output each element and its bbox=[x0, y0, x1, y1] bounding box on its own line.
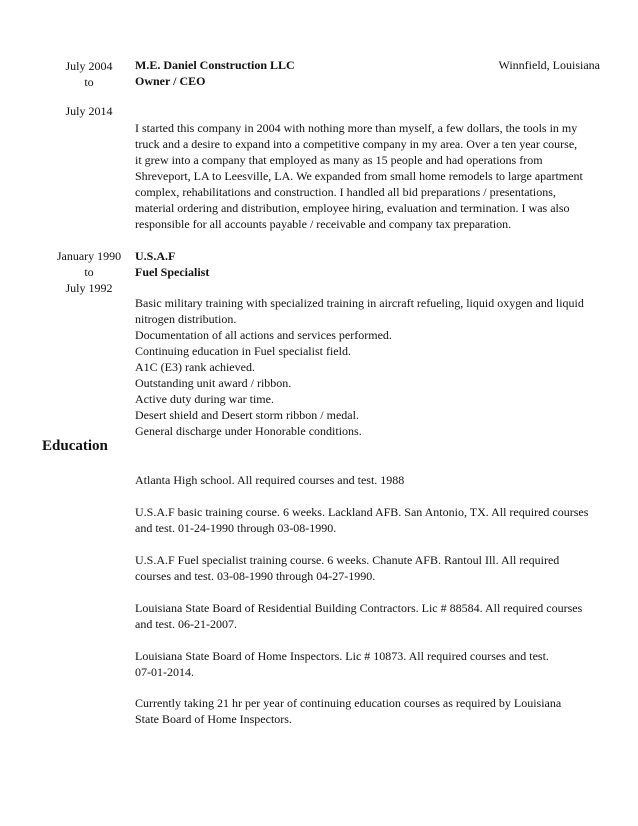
job1-title: Owner / CEO bbox=[135, 74, 206, 88]
job2-desc-line: General discharge under Honorable conditions. bbox=[135, 424, 362, 438]
job1-desc-line: Shreveport, LA to Leesville, LA. We expanded from small home remodels to large apartment bbox=[135, 169, 583, 183]
job2-title: Fuel Specialist bbox=[135, 265, 210, 279]
education-entry bbox=[135, 472, 595, 488]
job1-date-to: to bbox=[84, 75, 94, 89]
job2-company: U.S.A.F bbox=[135, 249, 176, 263]
job2-desc-line: Documentation of all actions and services performed. bbox=[135, 328, 392, 342]
education-line: U.S.A.F basic training course. 6 weeks. Lackland AFB. San Antonio, TX. All required courses bbox=[135, 505, 589, 519]
job2-desc-line: Active duty during war time. bbox=[135, 392, 274, 406]
job2-desc-line: Desert shield and Desert storm ribbon / medal. bbox=[135, 408, 359, 422]
education-line: and test. 06-21-2007. bbox=[135, 617, 237, 631]
education-line: and test. 01-24-1990 through 03-08-1990. bbox=[135, 521, 337, 535]
education-line: 07-01-2014. bbox=[135, 665, 194, 679]
education-line: U.S.A.F Fuel specialist training course. 6 weeks. Chanute AFB. Rantoul Ill. All required bbox=[135, 553, 560, 567]
education-heading: Education bbox=[42, 438, 108, 454]
job1-company: M.E. Daniel Construction LLC bbox=[135, 58, 295, 72]
education-line: Louisiana State Board of Residential Building Contractors. Lic # 88584. All required courses bbox=[135, 601, 583, 615]
job2-desc-line: Outstanding unit award / ribbon. bbox=[135, 376, 292, 390]
education-line: courses and test. 03-08-1990 through 04-27-1990. bbox=[135, 569, 376, 583]
job2-date-start: January 1990 bbox=[56, 249, 122, 263]
education-line: Atlanta High school. All required courses and test. 1988 bbox=[135, 473, 405, 487]
job2-desc-line: Basic military training with specialized training in aircraft refueling, liquid oxygen and liquid bbox=[135, 296, 584, 310]
education-line: State Board of Home Inspectors. bbox=[135, 712, 292, 726]
job2-desc-line: Continuing education in Fuel specialist field. bbox=[135, 344, 351, 358]
job1-date-end: July 2014 bbox=[65, 104, 113, 118]
job1-desc-line: responsible for all accounts payable / receivable and company tax preparation. bbox=[135, 217, 512, 231]
education-line: Louisiana State Board of Home Inspectors. Lic # 10873. All required courses and test. bbox=[135, 649, 549, 663]
education-entry bbox=[135, 695, 595, 727]
job2-desc-line: A1C (E3) rank achieved. bbox=[135, 360, 255, 374]
job1-location: Winnfield, Louisiana bbox=[498, 58, 600, 72]
education-entry bbox=[135, 648, 595, 680]
education-entry bbox=[135, 600, 595, 632]
job2-description bbox=[135, 295, 595, 439]
job2-desc-line: nitrogen distribution. bbox=[135, 312, 237, 326]
job1-desc-line: truck and a desire to expand into a competitive company in my area. Over a ten year course, bbox=[135, 137, 578, 151]
job2-date-to: to bbox=[84, 265, 94, 279]
job1-description bbox=[135, 120, 595, 232]
job1-desc-line: it grew into a company that employed as many as 15 people and had operations from bbox=[135, 153, 543, 167]
job1-desc-line: material ordering and distribution, employee hiring, evaluation and termination. I was also bbox=[135, 201, 570, 215]
education-line: Currently taking 21 hr per year of continuing education courses as required by Louisiana bbox=[135, 696, 562, 710]
job1-desc-line: complex, rehabilitations and construction. I handled all bid preparations / presentations, bbox=[135, 185, 556, 199]
education-entry bbox=[135, 552, 595, 584]
job1-date-start: July 2004 bbox=[65, 59, 113, 73]
education-entry bbox=[135, 504, 595, 536]
job2-date-end: July 1992 bbox=[65, 281, 113, 295]
job1-desc-line: I started this company in 2004 with nothing more than myself, a few dollars, the tools in my bbox=[135, 121, 578, 135]
